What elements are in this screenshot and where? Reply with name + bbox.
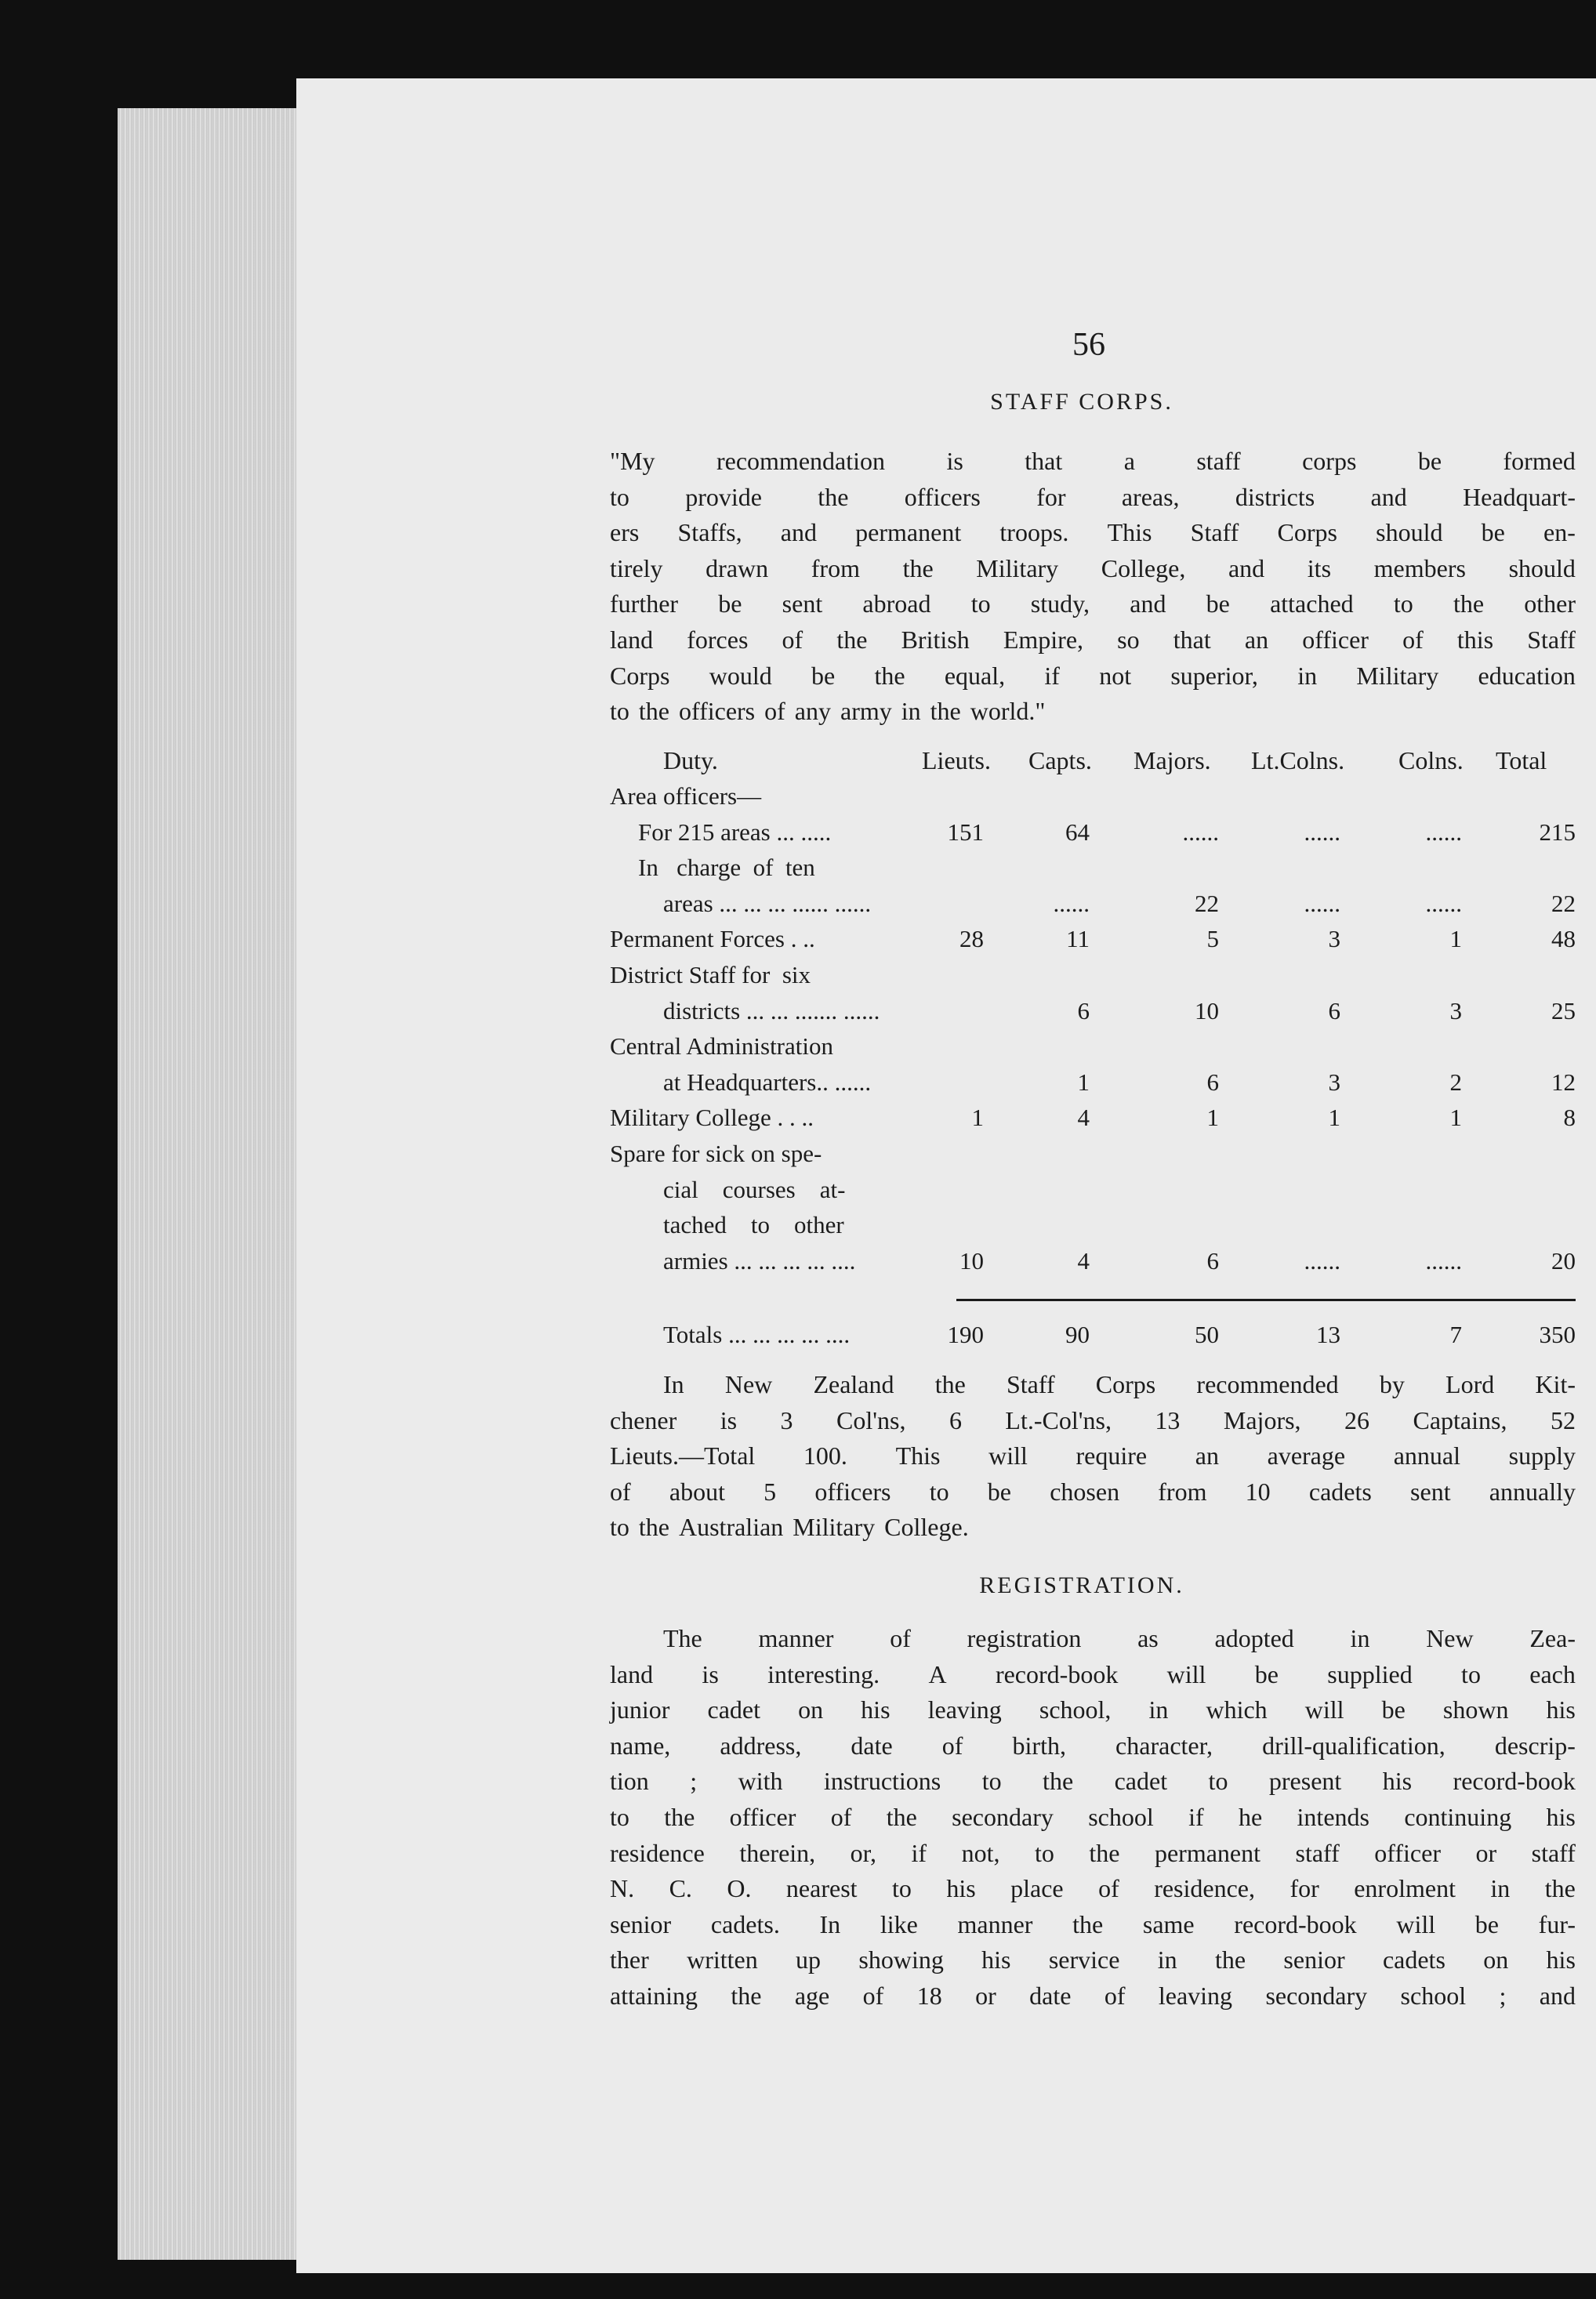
capts-cell: 11 (1066, 925, 1090, 953)
new-zealand-paragraph (610, 1367, 1576, 1546)
colns-cell: ...... (1425, 818, 1462, 846)
total-cell: 48 (1551, 925, 1576, 953)
text-line: to the officer of the secondary school if he intends continuing his (610, 1802, 1576, 1831)
page-number: 56 (1072, 327, 1105, 363)
staff-corps-quote (610, 444, 1576, 730)
total-cell: 12 (1551, 1068, 1576, 1096)
duty-label: areas ... ... ... ...... ...... (663, 889, 872, 917)
text-line: chener is 3 Col'ns, 6 Lt.-Col'ns, 13 Majors, 26 Captains, 52 (610, 1405, 1576, 1434)
staff-corps-heading: STAFF CORPS. (990, 389, 1173, 415)
duty-label: districts ... ... ....... ...... (663, 996, 880, 1024)
lieuts-cell: 10 (959, 1246, 984, 1275)
duty-label: Central Administration (610, 1032, 833, 1061)
table-row (610, 1032, 1576, 1068)
registration-paragraph (610, 1621, 1576, 2014)
table-row (610, 1176, 1576, 1211)
header-total: Total (1496, 746, 1547, 774)
page-stack-edge (118, 108, 306, 2260)
duty-label: For 215 areas ... ..... (638, 818, 837, 846)
header-duty: Duty. (663, 746, 718, 774)
text-line: senior cadets. In like manner the same record-book will be fur- (610, 1909, 1576, 1938)
colns-cell: ...... (1425, 889, 1462, 917)
table-row (610, 854, 1576, 889)
duty-label: Military College . . .. (610, 1104, 814, 1132)
duty-label: armies ... ... ... ... .... (663, 1246, 856, 1275)
lt-colns-cell: 3 (1328, 925, 1340, 953)
text-line: N. C. O. nearest to his place of residence, for enrolment in the (610, 1874, 1576, 1903)
total-capts-cell: 90 (1065, 1321, 1090, 1348)
capts-cell: ...... (1053, 889, 1090, 917)
header-lt-colns: Lt.Colns. (1251, 746, 1345, 774)
totals-label: Totals ... ... ... ... .... (663, 1321, 851, 1348)
text-line: of about 5 officers to be chosen from 10 cadets sent annually (610, 1477, 1576, 1506)
duty-label: tached to other (663, 1211, 844, 1239)
duty-label: Permanent Forces . .. (610, 925, 815, 953)
table-row (610, 1211, 1576, 1246)
table-row (610, 1140, 1576, 1175)
text-line: ther written up showing his service in the senior cadets on his (610, 1945, 1576, 1974)
majors-cell: 6 (1206, 1246, 1219, 1275)
colns-cell: 1 (1449, 1104, 1462, 1132)
lieuts-cell: 151 (947, 818, 984, 846)
capts-cell: 1 (1077, 1068, 1090, 1096)
lt-colns-cell: ...... (1304, 818, 1340, 846)
text-line: land is interesting. A record-book will be supplied to each (610, 1659, 1576, 1688)
table-row (610, 782, 1576, 818)
header-colns: Colns. (1398, 746, 1464, 774)
header-majors: Majors. (1134, 746, 1211, 774)
table-row (610, 997, 1576, 1032)
majors-cell: 22 (1195, 889, 1219, 917)
table-row (610, 961, 1576, 996)
table-row (610, 1104, 1576, 1139)
duty-label: District Staff for six (610, 961, 811, 988)
majors-cell: 6 (1206, 1068, 1219, 1096)
total-total-cell: 350 (1539, 1321, 1576, 1348)
duty-label: at Headquarters.. ...... (663, 1068, 872, 1096)
text-line: further be sent abroad to study, and be attached to the other (610, 589, 1576, 618)
text-line: Corps would be the equal, if not superior, in Military education (610, 661, 1576, 690)
total-cell: 8 (1563, 1104, 1576, 1132)
lieuts-cell: 1 (971, 1104, 984, 1132)
capts-cell: 4 (1077, 1246, 1090, 1275)
total-cell: 22 (1551, 889, 1576, 917)
text-line: name, address, date of birth, character, drill-qualification, descrip- (610, 1731, 1576, 1760)
majors-cell: 5 (1206, 925, 1219, 953)
colns-cell: 1 (1449, 925, 1462, 953)
text-line: to provide the officers for areas, districts and Headquart- (610, 482, 1576, 511)
table-row (610, 925, 1576, 960)
table-row (610, 818, 1576, 854)
duty-label: In charge of ten (638, 854, 815, 882)
lt-colns-cell: 6 (1328, 996, 1340, 1024)
total-majors-cell: 50 (1195, 1321, 1219, 1348)
text-line: Lieuts.—Total 100. This will require an average annual supply (610, 1441, 1576, 1470)
text-line: tion ; with instructions to the cadet to present his record-book (610, 1767, 1576, 1796)
text-line: In New Zealand the Staff Corps recommended by Lord Kit- (663, 1370, 1576, 1398)
colns-cell: 2 (1449, 1068, 1462, 1096)
header-capts: Capts. (1028, 746, 1092, 774)
majors-cell: 10 (1195, 996, 1219, 1024)
text-line: residence therein, or, if not, to the permanent staff officer or staff (610, 1838, 1576, 1867)
total-lieuts-cell: 190 (947, 1321, 984, 1348)
capts-cell: 64 (1065, 818, 1090, 846)
header-lieuts: Lieuts. (922, 746, 991, 774)
text-line: tirely drawn from the Military College, and its members should (610, 553, 1576, 582)
capts-cell: 6 (1077, 996, 1090, 1024)
text-line: land forces of the British Empire, so that an officer of this Staff (610, 625, 1576, 654)
totals-row (610, 1321, 1576, 1356)
text-line: ers Staffs, and permanent troops. This Staff Corps should be en- (610, 518, 1576, 547)
lt-colns-cell: ...... (1304, 889, 1340, 917)
total-cell: 25 (1551, 996, 1576, 1024)
total-colns-cell: 7 (1449, 1321, 1462, 1348)
text-line: to the Australian Military College. (610, 1513, 969, 1542)
registration-heading: REGISTRATION. (979, 1572, 1184, 1598)
table-header-row (610, 746, 1576, 781)
capts-cell: 4 (1077, 1104, 1090, 1132)
text-line: junior cadet on his leaving school, in which will be shown his (610, 1695, 1576, 1724)
majors-cell: ...... (1182, 818, 1219, 846)
duty-label: Spare for sick on spe- (610, 1140, 822, 1167)
colns-cell: 3 (1449, 996, 1462, 1024)
lt-colns-cell: ...... (1304, 1246, 1340, 1275)
total-lt-colns-cell: 13 (1316, 1321, 1340, 1348)
table-row (610, 890, 1576, 925)
majors-cell: 1 (1206, 1104, 1219, 1132)
lt-colns-cell: 1 (1328, 1104, 1340, 1132)
text-line: "My recommendation is that a staff corps be formed (610, 447, 1576, 475)
colns-cell: ...... (1425, 1246, 1462, 1275)
total-cell: 20 (1551, 1246, 1576, 1275)
text-line: attaining the age of 18 or date of leaving secondary school ; and (610, 1981, 1576, 2010)
totals-rule (956, 1299, 1576, 1301)
table-row (610, 1068, 1576, 1104)
duty-label: Area officers— (610, 782, 762, 810)
table-row (610, 1247, 1576, 1282)
total-cell: 215 (1539, 818, 1576, 846)
duty-label: cial courses at- (663, 1175, 846, 1203)
lieuts-cell: 28 (959, 925, 984, 953)
text-line: The manner of registration as adopted in New Zea- (663, 1624, 1576, 1652)
text-line: to the officers of any army in the world." (610, 697, 1046, 726)
lt-colns-cell: 3 (1328, 1068, 1340, 1096)
